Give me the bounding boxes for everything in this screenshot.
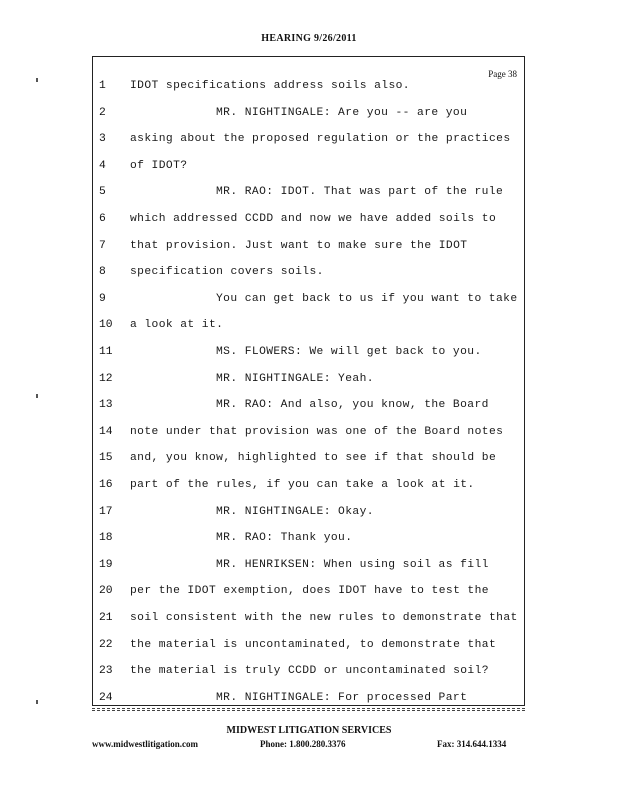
transcript-line <box>0 158 520 174</box>
line-number: 22 <box>99 638 113 651</box>
line-number: 7 <box>99 239 106 252</box>
transcript-line <box>0 317 520 333</box>
line-text: part of the rules, if you can take a look at it. <box>130 479 475 491</box>
line-number: 1 <box>99 80 106 92</box>
line-number: 14 <box>99 425 113 438</box>
scan-speck <box>36 78 38 82</box>
transcript-line <box>0 610 520 626</box>
transcript-line <box>0 504 520 520</box>
line-text: specification covers soils. <box>130 266 324 279</box>
line-number: 13 <box>99 399 113 412</box>
transcript-line <box>0 477 520 493</box>
line-text: You can get back to us if you want to take <box>216 292 518 305</box>
line-number: 21 <box>99 612 113 624</box>
line-text: MR. HENRIKSEN: When using soil as fill <box>216 558 489 571</box>
page-number: Page 38 <box>488 69 517 79</box>
transcript-line <box>0 424 520 440</box>
line-number: 4 <box>99 159 106 172</box>
line-number: 19 <box>99 558 113 571</box>
transcript-line <box>0 105 520 121</box>
transcript-line <box>0 131 520 147</box>
transcript-line <box>0 184 520 200</box>
line-text: that provision. Just want to make sure the IDOT <box>130 239 468 252</box>
scan-speck <box>36 394 38 398</box>
line-text: MR. NIGHTINGALE: Okay. <box>216 505 374 518</box>
line-text: MR. NIGHTINGALE: Yeah. <box>216 372 374 385</box>
transcript-line <box>0 450 520 466</box>
transcript-line <box>0 663 520 679</box>
footer-phone: Phone: 1.800.280.3376 <box>260 739 346 749</box>
line-text: IDOT specifications address soils also. <box>130 80 410 92</box>
line-text: MR. NIGHTINGALE: For processed Part <box>216 691 468 704</box>
transcript-line <box>0 238 520 254</box>
line-number: 8 <box>99 266 106 279</box>
transcript-line <box>0 344 520 360</box>
footer-website: www.midwestlitigation.com <box>92 739 198 749</box>
line-text: MR. RAO: IDOT. That was part of the rule <box>216 186 504 199</box>
line-number: 11 <box>99 346 113 358</box>
line-text: which addressed CCDD and now we have added soils to <box>130 213 497 225</box>
line-number: 9 <box>99 292 106 305</box>
line-number: 6 <box>99 213 106 225</box>
transcript-line <box>0 264 520 280</box>
line-text: the material is truly CCDD or uncontaminated soil? <box>130 665 489 678</box>
line-text: asking about the proposed regulation or the practices <box>130 133 511 146</box>
line-text: the material is uncontaminated, to demonstrate that <box>130 638 497 651</box>
page-header: HEARING 9/26/2011 <box>261 33 357 44</box>
transcript-line <box>0 397 520 413</box>
line-text: of IDOT? <box>130 159 188 172</box>
line-number: 18 <box>99 532 113 545</box>
scan-speck <box>36 700 38 704</box>
line-text: per the IDOT exemption, does IDOT have to test the <box>130 585 489 598</box>
line-number: 5 <box>99 186 106 199</box>
line-number: 24 <box>99 691 113 704</box>
transcript-line <box>0 690 520 706</box>
line-number: 2 <box>99 106 106 119</box>
line-text: MR. NIGHTINGALE: Are you -- are you <box>216 106 468 119</box>
footer-fax: Fax: 314.644.1334 <box>437 739 507 749</box>
line-text: soil consistent with the new rules to demonstrate that <box>130 612 518 624</box>
line-text: MS. FLOWERS: We will get back to you. <box>216 346 482 358</box>
line-number: 20 <box>99 585 113 598</box>
line-text: and, you know, highlighted to see if that should be <box>130 452 497 465</box>
transcript-line <box>0 530 520 546</box>
line-text: MR. RAO: Thank you. <box>216 532 353 545</box>
line-number: 17 <box>99 505 113 518</box>
transcript-line <box>0 583 520 599</box>
line-text: a look at it. <box>130 319 224 332</box>
line-number: 15 <box>99 452 113 465</box>
line-text: note under that provision was one of the Board notes <box>130 425 504 438</box>
line-number: 16 <box>99 479 113 491</box>
transcript-line <box>0 371 520 387</box>
footer-divider <box>92 708 525 711</box>
line-number: 12 <box>99 372 113 385</box>
footer-company: MIDWEST LITIGATION SERVICES <box>226 725 392 736</box>
transcript-line <box>0 291 520 307</box>
line-text: MR. RAO: And also, you know, the Board <box>216 399 489 412</box>
line-number: 3 <box>99 133 106 146</box>
transcript-line <box>0 211 520 227</box>
transcript-line <box>0 557 520 573</box>
line-number: 10 <box>99 319 113 332</box>
transcript-line <box>0 637 520 653</box>
transcript-line <box>0 78 520 94</box>
line-number: 23 <box>99 665 113 678</box>
